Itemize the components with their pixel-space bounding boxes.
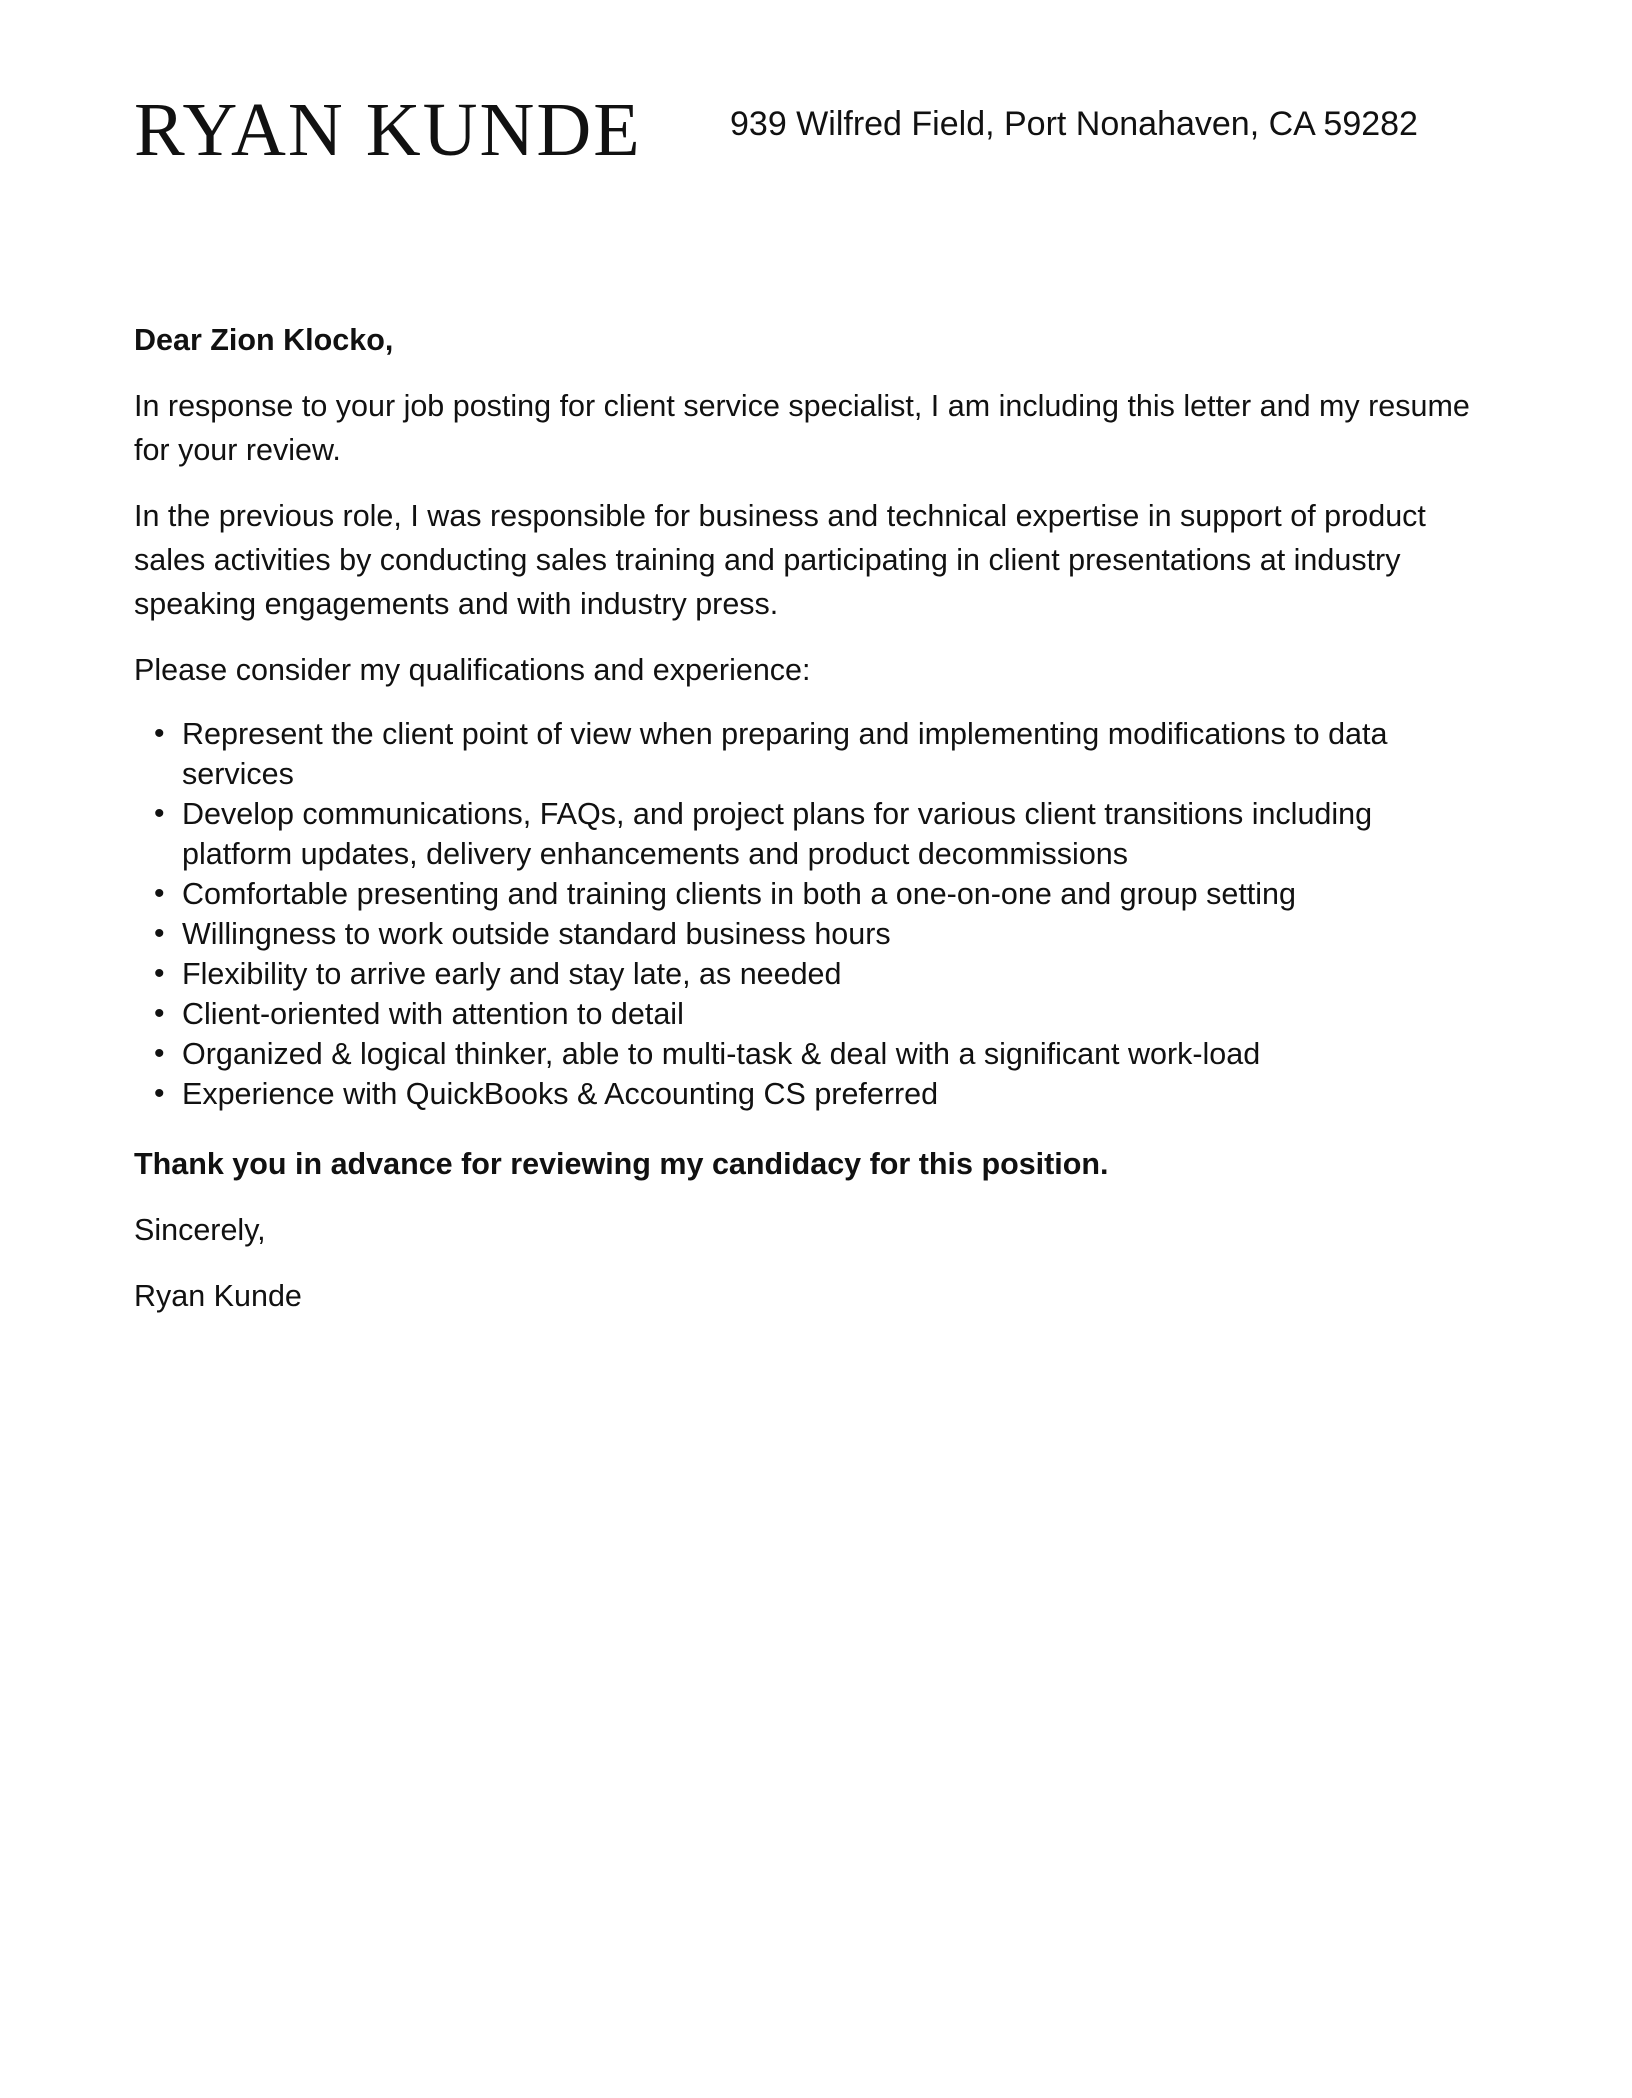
- signature-name: Ryan Kunde: [134, 1279, 302, 1313]
- list-item-text: Represent the client point of view when preparing and implementing modifications to data services: [182, 717, 1388, 791]
- bullet-icon: •: [154, 877, 165, 910]
- list-item: [154, 874, 1474, 914]
- list-item: [154, 994, 1474, 1034]
- list-item: [154, 1074, 1474, 1114]
- list-item-text: Develop communications, FAQs, and project plans for various client transitions including platform updates, delivery enhancements and product decommissions: [182, 797, 1373, 871]
- bullet-icon: •: [154, 997, 165, 1030]
- list-item: [154, 714, 1474, 794]
- list-item-text: Willingness to work outside standard business hours: [182, 917, 891, 951]
- list-item: [154, 794, 1474, 874]
- bullet-icon: •: [154, 717, 165, 750]
- bullet-icon: •: [154, 1077, 165, 1110]
- list-item-text: Organized & logical thinker, able to multi-task & deal with a significant work-load: [182, 1037, 1261, 1071]
- list-item-text: Client-oriented with attention to detail: [182, 997, 684, 1031]
- sender-address: 939 Wilfred Field, Port Nonahaven, CA 59282: [730, 105, 1418, 143]
- paragraph-experience: In the previous role, I was responsible for business and technical expertise in support of product sales activities by conducting sales training and participating in client presentations at industry speaking engagements and with industry press.: [134, 499, 1426, 621]
- sender-name: RYAN KUNDE: [134, 88, 642, 172]
- closing-line: Thank you in advance for reviewing my candidacy for this position.: [134, 1147, 1109, 1181]
- bullet-icon: •: [154, 917, 165, 950]
- qualifications-list: [134, 714, 1474, 1114]
- paragraph-intro: In response to your job posting for client service specialist, I am including this letter and my resume for your review.: [134, 389, 1470, 467]
- list-item: [154, 1034, 1474, 1074]
- letter-body: [134, 318, 1474, 1340]
- salutation: Dear Zion Klocko,: [134, 323, 394, 357]
- list-item: [154, 914, 1474, 954]
- list-item-text: Experience with QuickBooks & Accounting CS preferred: [182, 1077, 939, 1111]
- bullet-icon: •: [154, 1037, 165, 1070]
- signoff: Sincerely,: [134, 1213, 266, 1247]
- list-item: [154, 954, 1474, 994]
- paragraph-qualifications-lead: Please consider my qualifications and experience:: [134, 653, 811, 687]
- list-item-text: Comfortable presenting and training clients in both a one-on-one and group setting: [182, 877, 1296, 911]
- bullet-icon: •: [154, 797, 165, 830]
- list-item-text: Flexibility to arrive early and stay late, as needed: [182, 957, 842, 991]
- bullet-icon: •: [154, 957, 165, 990]
- letter-header: [134, 80, 1494, 180]
